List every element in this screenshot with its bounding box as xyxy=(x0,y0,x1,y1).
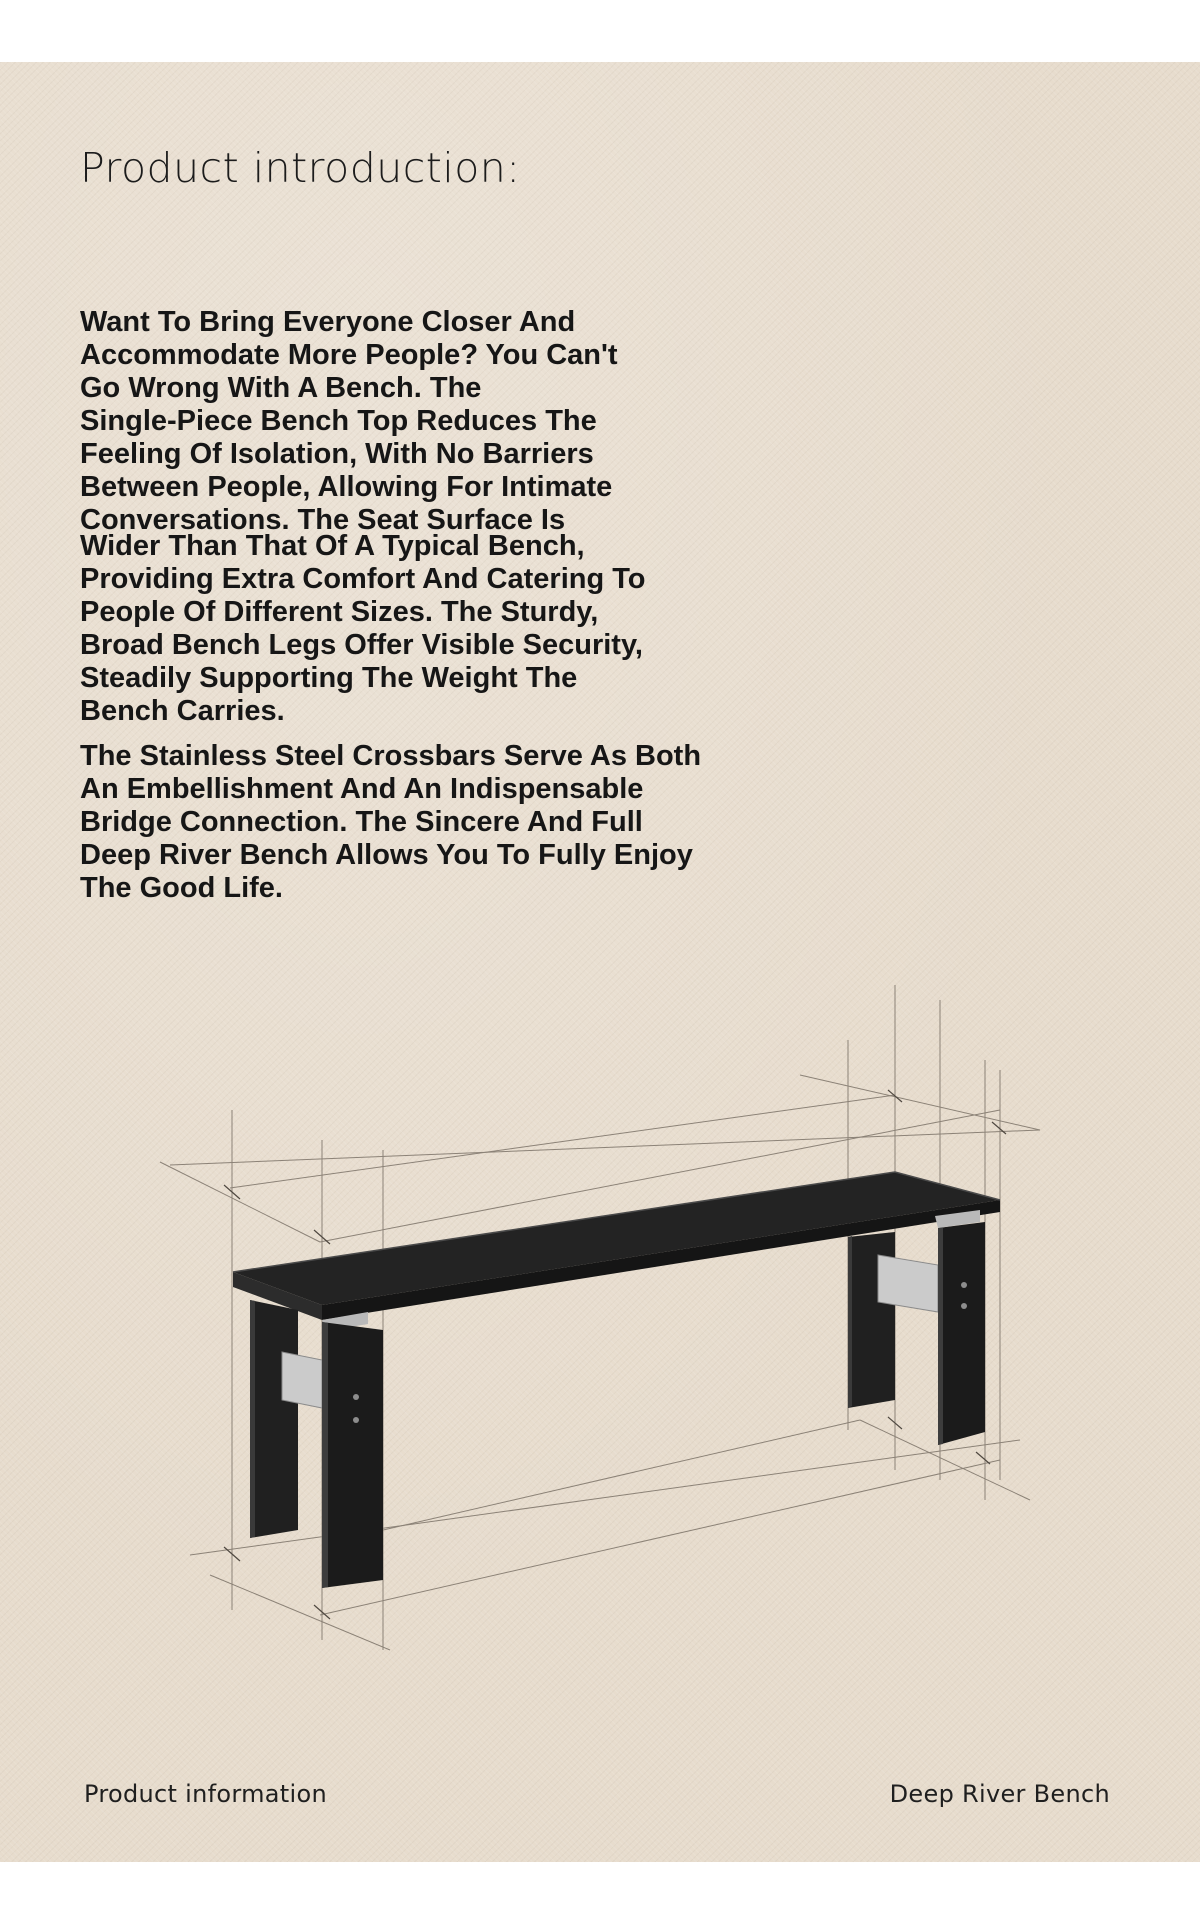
steel-crossbar-right xyxy=(878,1255,938,1312)
bench-leg-right-front xyxy=(938,1222,985,1445)
intro-paragraph-2: Wider Than That Of A Typical Bench, Providing Extra Comfort And Catering To People Of Different Sizes. The Sturdy, Broad Bench Legs Offer Visible Security, Steadily Supporting The Weight The Bench Carries. xyxy=(80,530,646,727)
page-title: Product introduction: xyxy=(80,144,521,192)
bench-leg-left-front xyxy=(322,1322,383,1588)
bench-leg-left-back xyxy=(250,1300,298,1538)
footer-section-label: Product information xyxy=(84,1780,327,1808)
intro-paragraph-1: Want To Bring Everyone Closer And Accommodate More People? You Can't Go Wrong With A Bench. The Single-Piece Bench Top Reduces The Feeling Of Isolation, With No Barriers Between People, Allowing For Intimate Conversations. The Seat Surface Is xyxy=(80,306,618,536)
footer-product-name: Deep River Bench xyxy=(889,1780,1110,1808)
steel-crossbar-left xyxy=(282,1352,322,1408)
intro-paragraph-3: The Stainless Steel Crossbars Serve As Both An Embellishment And An Indispensable Bridge Connection. The Sincere And Full Deep River Bench Allows You To Fully Enjoy The Good Life. xyxy=(80,740,702,904)
